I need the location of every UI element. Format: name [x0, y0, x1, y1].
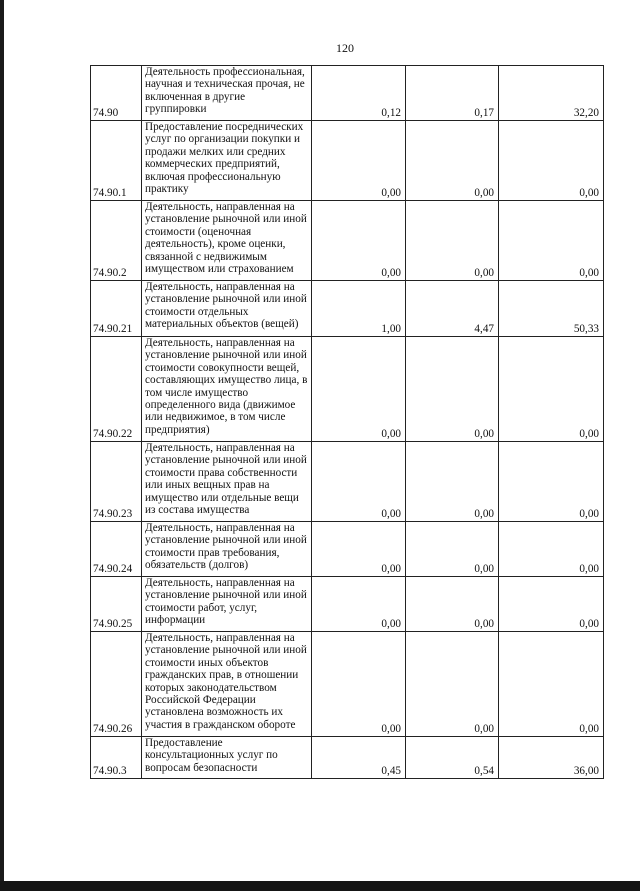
activity-code: 74.90.2 [91, 201, 142, 281]
value-col-1: 0,45 [312, 737, 406, 779]
activity-description: Деятельность, направленная на установление рыночной или иной стоимости иных объектов гражданских прав, в отношении которых законодательством Российской Федерации установлена возможность их участия в гражданском обороте [142, 632, 312, 737]
activity-code: 74.90.21 [91, 281, 142, 337]
activity-code: 74.90.26 [91, 632, 142, 737]
value-col-3: 0,00 [499, 522, 604, 577]
value-col-3: 0,00 [499, 121, 604, 201]
page-number: 120 [336, 41, 354, 55]
activity-code: 74.90.24 [91, 522, 142, 577]
value-col-2: 0,54 [406, 737, 499, 779]
table-row [91, 632, 604, 737]
table-row [91, 577, 604, 632]
value-col-1: 0,00 [312, 577, 406, 632]
activity-code: 74.90.25 [91, 577, 142, 632]
value-col-1: 0,00 [312, 522, 406, 577]
table-row [91, 442, 604, 522]
table-row [91, 281, 604, 337]
value-col-1: 1,00 [312, 281, 406, 337]
activity-code: 74.90.23 [91, 442, 142, 522]
activity-description: Деятельность, направленная на установление рыночной или иной стоимости совокупности вещей, составляющих имущество лица, в том числе имущество определенного вида (движимое или недвижимое, в том числе предприятия) [142, 337, 312, 442]
value-col-2: 0,17 [406, 66, 499, 121]
activity-description: Деятельность, направленная на установление рыночной или иной стоимости права собственности или иных вещных прав на имущество или отдельные вещи из состава имущества [142, 442, 312, 522]
table-row [91, 522, 604, 577]
activity-code: 74.90 [91, 66, 142, 121]
activity-code: 74.90.22 [91, 337, 142, 442]
value-col-2: 0,00 [406, 442, 499, 522]
activity-code: 74.90.3 [91, 737, 142, 779]
value-col-1: 0,00 [312, 337, 406, 442]
value-col-2: 0,00 [406, 121, 499, 201]
activity-description: Предоставление посреднических услуг по организации покупки и продажи мелких или средних коммерческих предприятий, включая профессиональную практику [142, 121, 312, 201]
activity-code: 74.90.1 [91, 121, 142, 201]
activity-description: Деятельность, направленная на установление рыночной или иной стоимости работ, услуг, информации [142, 577, 312, 632]
value-col-2: 4,47 [406, 281, 499, 337]
table-row [91, 121, 604, 201]
value-col-2: 0,00 [406, 522, 499, 577]
value-col-1: 0,00 [312, 632, 406, 737]
value-col-1: 0,00 [312, 121, 406, 201]
activity-description: Деятельность, направленная на установление рыночной или иной стоимости (оценочная деятельность), кроме оценки, связанной с недвижимым имуществом или страхованием [142, 201, 312, 281]
scan-left-edge [0, 0, 4, 891]
value-col-2: 0,00 [406, 201, 499, 281]
value-col-3: 36,00 [499, 737, 604, 779]
table-row [91, 66, 604, 121]
activity-description: Предоставление консультационных услуг по вопросам безопасности [142, 737, 312, 779]
value-col-3: 50,33 [499, 281, 604, 337]
table-row [91, 737, 604, 779]
value-col-1: 0,12 [312, 66, 406, 121]
activity-description: Деятельность, направленная на установление рыночной или иной стоимости отдельных материальных объектов (вещей) [142, 281, 312, 337]
value-col-1: 0,00 [312, 201, 406, 281]
table-row [91, 201, 604, 281]
activity-description: Деятельность, направленная на установление рыночной или иной стоимости прав требования, обязательств (долгов) [142, 522, 312, 577]
value-col-2: 0,00 [406, 337, 499, 442]
value-col-3: 0,00 [499, 632, 604, 737]
value-col-3: 0,00 [499, 577, 604, 632]
activity-description: Деятельность профессиональная, научная и техническая прочая, не включенная в другие группировки [142, 66, 312, 121]
activity-table [90, 65, 604, 779]
value-col-3: 0,00 [499, 442, 604, 522]
scan-bottom-edge [0, 881, 640, 891]
value-col-3: 0,00 [499, 201, 604, 281]
value-col-3: 32,20 [499, 66, 604, 121]
table-row [91, 337, 604, 442]
value-col-2: 0,00 [406, 577, 499, 632]
value-col-2: 0,00 [406, 632, 499, 737]
value-col-3: 0,00 [499, 337, 604, 442]
value-col-1: 0,00 [312, 442, 406, 522]
